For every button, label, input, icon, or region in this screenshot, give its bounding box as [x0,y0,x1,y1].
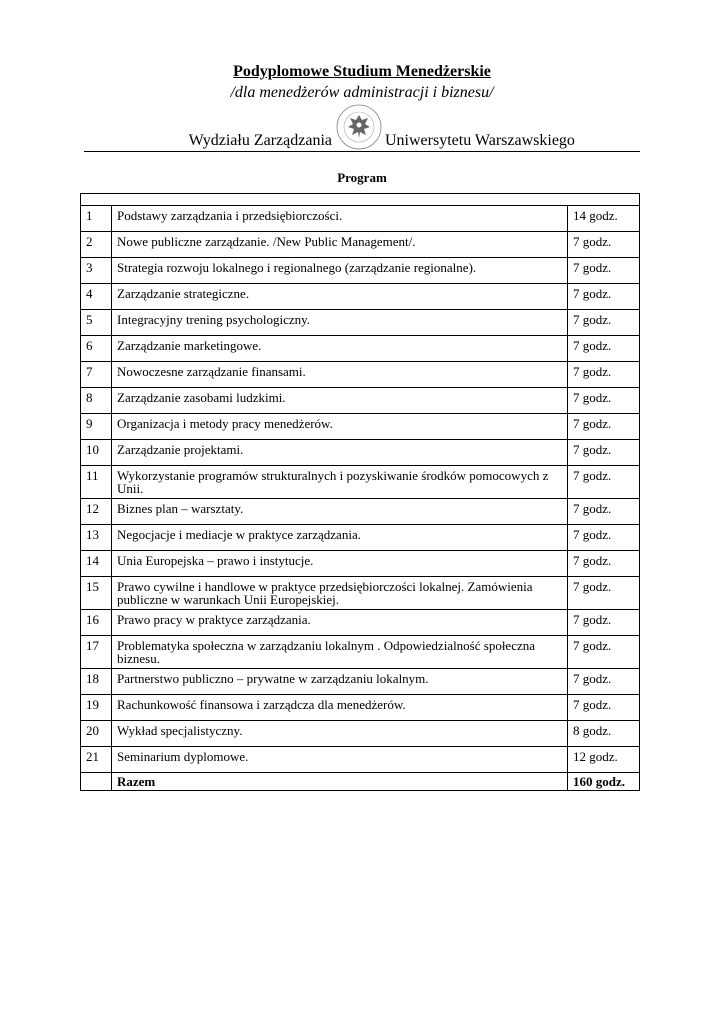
table-row [81,669,640,695]
row-number: 10 [81,440,112,466]
header-divider [84,151,640,152]
table-row [81,747,640,773]
row-number: 20 [81,721,112,747]
table-row [81,577,640,610]
row-subject: Prawo pracy w praktyce zarządzania. [112,610,568,636]
row-number: 11 [81,466,112,499]
row-number: 1 [81,206,112,232]
total-label: Razem [112,773,568,791]
row-subject: Seminarium dyplomowe. [112,747,568,773]
row-number: 13 [81,525,112,551]
row-hours: 7 godz. [568,232,640,258]
row-hours: 7 godz. [568,362,640,388]
table-row [81,440,640,466]
row-number: 21 [81,747,112,773]
table-row [81,466,640,499]
row-subject: Partnerstwo publiczno – prywatne w zarządzaniu lokalnym. [112,669,568,695]
table-row [81,499,640,525]
row-number: 4 [81,284,112,310]
university-seal-icon [336,104,382,150]
row-hours: 7 godz. [568,258,640,284]
faculty-name: Wydziału Zarządzania [188,132,332,149]
row-number: 9 [81,414,112,440]
document-subtitle: /dla menedżerów administracji i biznesu/ [230,84,494,101]
row-number: 3 [81,258,112,284]
row-number: 15 [81,577,112,610]
row-number: 18 [81,669,112,695]
row-hours: 7 godz. [568,284,640,310]
document-title: Podyplomowe Studium Menedżerskie [233,63,491,80]
program-heading: Program [337,170,387,185]
table-row [81,362,640,388]
table-row [81,206,640,232]
table-row [81,551,640,577]
table-row [81,232,640,258]
row-hours: 7 godz. [568,610,640,636]
row-subject: Nowoczesne zarządzanie finansami. [112,362,568,388]
row-hours: 12 godz. [568,747,640,773]
table-row [81,284,640,310]
table-row [81,336,640,362]
row-number: 16 [81,610,112,636]
row-subject: Zarządzanie zasobami ludzkimi. [112,388,568,414]
table-row [81,695,640,721]
row-subject: Wykład specjalistyczny. [112,721,568,747]
row-subject: Strategia rozwoju lokalnego i regionalnego (zarządzanie regionalne). [112,258,568,284]
row-number: 6 [81,336,112,362]
row-hours: 8 godz. [568,721,640,747]
row-subject: Prawo cywilne i handlowe w praktyce przedsiębiorczości lokalnej. Zamówienia publiczne w warunkach Unii Europejskiej. [112,577,568,610]
row-hours: 7 godz. [568,577,640,610]
row-subject: Negocjacje i mediacje w praktyce zarządzania. [112,525,568,551]
row-subject: Unia Europejska – prawo i instytucje. [112,551,568,577]
row-hours: 7 godz. [568,336,640,362]
row-subject: Wykorzystanie programów strukturalnych i pozyskiwanie środków pomocowych z Unii. [112,466,568,499]
total-row [81,773,640,791]
table-row [81,414,640,440]
row-subject: Zarządzanie projektami. [112,440,568,466]
total-hours: 160 godz. [568,773,640,791]
row-hours: 7 godz. [568,466,640,499]
row-number: 2 [81,232,112,258]
table-row [81,636,640,669]
row-subject: Integracyjny trening psychologiczny. [112,310,568,336]
row-number: 12 [81,499,112,525]
table-row [81,258,640,284]
row-number: 17 [81,636,112,669]
row-subject: Zarządzanie marketingowe. [112,336,568,362]
row-number: 7 [81,362,112,388]
row-number: 8 [81,388,112,414]
row-hours: 7 godz. [568,695,640,721]
row-number: 14 [81,551,112,577]
total-number [81,773,112,791]
row-subject: Nowe publiczne zarządzanie. /New Public Management/. [112,232,568,258]
row-subject: Zarządzanie strategiczne. [112,284,568,310]
table-row [81,610,640,636]
row-hours: 7 godz. [568,551,640,577]
row-subject: Problematyka społeczna w zarządzaniu lokalnym . Odpowiedzialność społeczna biznesu. [112,636,568,669]
row-subject: Podstawy zarządzania i przedsiębiorczości. [112,206,568,232]
table-empty-row [81,194,640,206]
university-name: Uniwersytetu Warszawskiego [385,132,575,149]
row-hours: 7 godz. [568,310,640,336]
table-row [81,310,640,336]
table-row [81,525,640,551]
program-table [80,193,640,791]
row-number: 19 [81,695,112,721]
row-subject: Biznes plan – warsztaty. [112,499,568,525]
row-number: 5 [81,310,112,336]
row-hours: 7 godz. [568,414,640,440]
row-hours: 14 godz. [568,206,640,232]
row-subject: Rachunkowość finansowa i zarządcza dla menedżerów. [112,695,568,721]
row-hours: 7 godz. [568,440,640,466]
row-hours: 7 godz. [568,525,640,551]
table-row [81,388,640,414]
table-row [81,721,640,747]
row-hours: 7 godz. [568,636,640,669]
row-subject: Organizacja i metody pracy menedżerów. [112,414,568,440]
row-hours: 7 godz. [568,499,640,525]
row-hours: 7 godz. [568,388,640,414]
row-hours: 7 godz. [568,669,640,695]
